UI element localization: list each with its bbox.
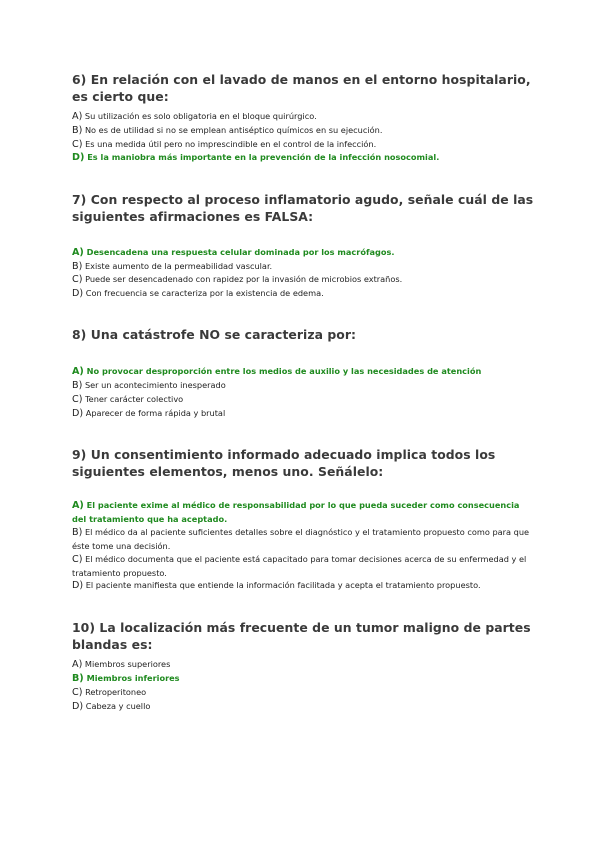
option-7b: B) Existe aumento de la permeabilidad vascular. <box>72 261 273 272</box>
option-10d: D) Cabeza y cuello <box>72 701 151 712</box>
option-10a: A) Miembros superiores <box>72 659 171 670</box>
question-9: 9) Un consentimiento informado adecuado implica todos los siguientes elementos, menos uno. Señálelo: <box>72 447 496 479</box>
option-9a-correct: A) El paciente exime al médico de responsabilidad por lo que pueda suceder como consecuencia del tratamiento que ha aceptado. <box>72 500 520 524</box>
question-7: 7) Con respecto al proceso inflamatorio agudo, señale cuál de las siguientes afirmaciones es FALSA: <box>72 192 534 224</box>
question-8: 8) Una catástrofe NO se caracteriza por: <box>72 327 357 342</box>
option-8c: C) Tener carácter colectivo <box>72 394 184 405</box>
option-10c: C) Retroperitoneo <box>72 687 147 698</box>
question-6: 6) En relación con el lavado de manos en el entorno hospitalario, es cierto que: <box>72 72 531 104</box>
option-7a-correct: A) Desencadena una respuesta celular dominada por los macrófagos. <box>72 247 395 258</box>
option-9b: B) El médico da al paciente suficientes detalles sobre el diagnóstico y el tratamiento propuesto como para que éste tome una decisión. <box>72 527 530 551</box>
option-7d: D) Con frecuencia se caracteriza por la existencia de edema. <box>72 288 324 299</box>
question-10: 10) La localización más frecuente de un tumor maligno de partes blandas es: <box>72 620 531 652</box>
option-8b: B) Ser un acontecimiento inesperado <box>72 380 226 391</box>
option-6b: B) No es de utilidad si no se emplean antiséptico químicos en su ejecución. <box>72 125 383 136</box>
option-7c: C) Puede ser desencadenado con rapidez por la invasión de microbios extraños. <box>72 274 403 285</box>
option-9c: C) El médico documenta que el paciente está capacitado para tomar decisiones acerca de su enfermedad y el tratamiento propuesto. <box>72 554 527 578</box>
option-6d-correct: D) Es la maniobra más importante en la prevención de la infección nosocomial. <box>72 152 440 163</box>
option-6a: A) Su utilización es solo obligatoria en el bloque quirúrgico. <box>72 111 317 122</box>
option-9d: D) El paciente manifiesta que entiende la información facilitada y acepta el tratamiento propuesto. <box>72 580 481 591</box>
option-8d: D) Aparecer de forma rápida y brutal <box>72 408 226 419</box>
option-6c: C) Es una medida útil pero no imprescindible en el control de la infección. <box>72 139 377 150</box>
option-10b-correct: B) Miembros inferiores <box>72 673 180 684</box>
option-8a-correct: A) No provocar desproporción entre los medios de auxilio y las necesidades de atención <box>72 366 482 377</box>
